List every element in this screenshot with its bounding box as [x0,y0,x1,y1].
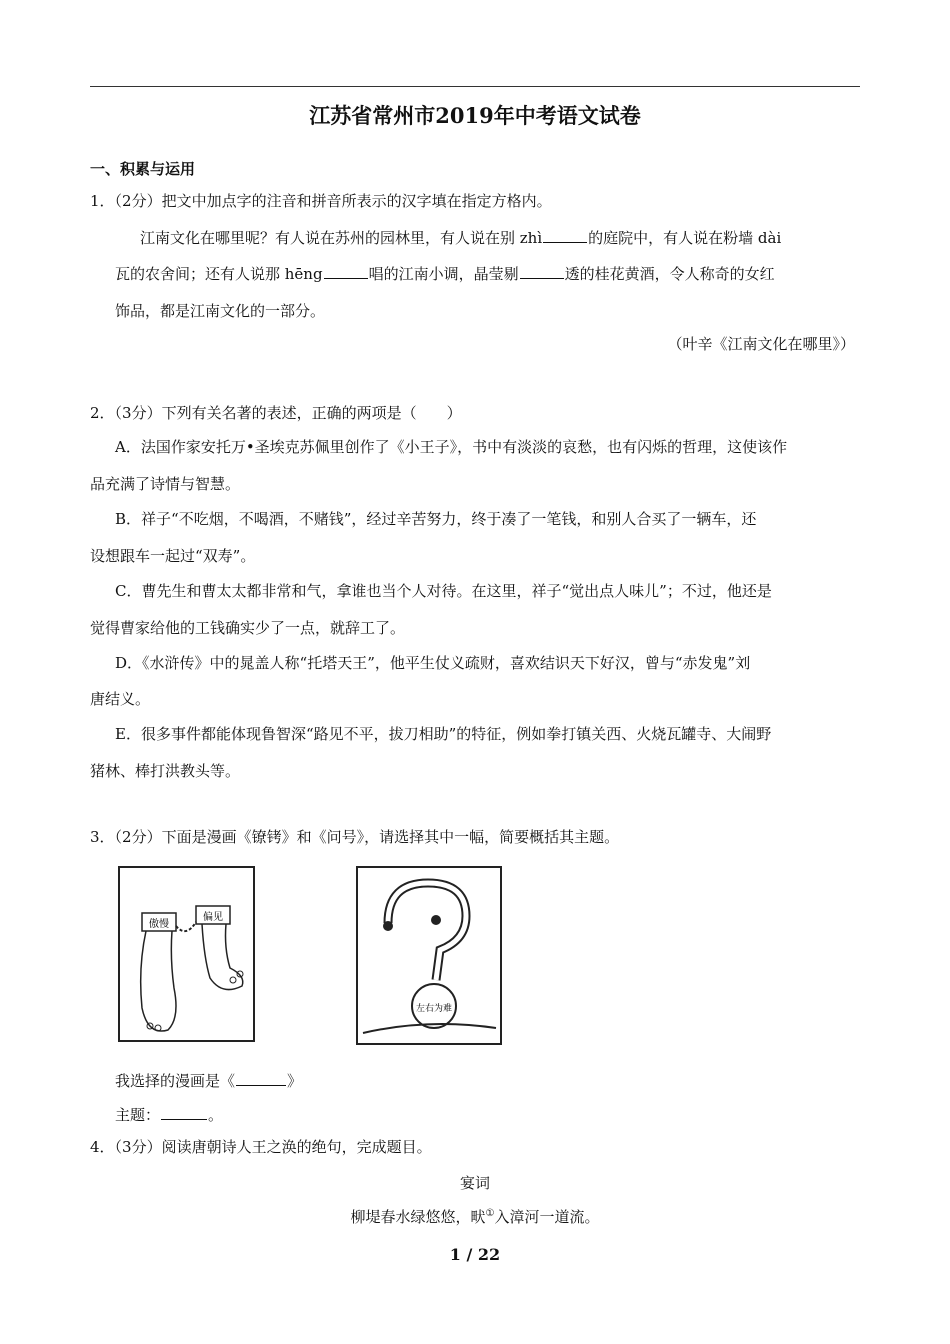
answer-blank[interactable] [236,1071,286,1086]
section-heading: 一、积累与运用 [90,160,196,178]
option-c-line-2: 觉得曹家给他的工钱确实少了一点，就辞工了。 [90,619,406,637]
option-b-line-2: 设想跟车一起过“双寿”。 [90,547,256,565]
cartoon-question-mark [356,866,502,1045]
answer-line-theme: 主题： 。 [115,1106,224,1124]
cartoon-shackles [118,866,255,1042]
question-mark-drawing [358,868,500,1043]
option-d-line-1: D．《水浒传》中的晁盖人称“托塔天王”，他平生仗义疏财，喜欢结识天下好汉，曾与“赤发鬼”刘 [115,654,751,672]
answer-blank[interactable] [520,264,564,279]
tag-arrogance: 傲慢 [149,919,169,930]
option-e-line-1: E．很多事件都能体现鲁智深“路见不平，拔刀相助”的特征，例如拳打镇关西、火烧瓦罐寺、大闹野 [115,725,772,743]
ball-label: 左右为难 [415,1004,453,1014]
page-title: 江苏省常州市2019年中考语文试卷 [309,103,641,128]
question-1-passage-line-3: 饰品，都是江南文化的一部分。 [115,302,326,320]
shackles-drawing [120,868,253,1040]
poem-title: 宴词 [459,1174,490,1192]
question-2-stem: 2．（3分）下列有关名著的表述，正确的两项是（ ） [90,404,462,422]
option-c-line-1: C．曹先生和曹太太都非常和气，拿谁也当个人对待。在这里，祥子“觉出点人味儿”；不过，他还是 [115,582,772,600]
option-a-line-2: 品充满了诗情与智慧。 [90,475,241,493]
footnote-mark: ① [485,1208,495,1219]
answer-blank[interactable] [543,228,587,243]
tag-prejudice: 偏见 [203,912,223,923]
question-3-stem: 3．（2分）下面是漫画《镣铐》和《问号》，请选择其中一幅，简要概括其主题。 [90,828,620,846]
question-1-passage-line-2: 瓦的农舍间；还有人说那 hēng 唱的江南小调，晶莹剔 透的桂花黄酒，令人称奇的女红 [115,265,775,283]
answer-blank[interactable] [161,1105,207,1120]
question-1-stem: 1．（2分）把文中加点字的注音和拼音所表示的汉字填在指定方格内。 [90,192,552,210]
header-rule [90,86,860,87]
option-b-line-1: B．祥子“不吃烟，不喝酒，不赌钱”，经过辛苦努力，终于凑了一笔钱，和别人合买了一辆车，还 [115,510,757,528]
question-1-passage-line-1: 江南文化在哪里呢？有人说在苏州的园林里，有人说在别 zhì 的庭院中，有人说在粉墙 dài [140,229,782,247]
answer-line-cartoon: 我选择的漫画是《 》 [115,1072,303,1090]
option-d-line-2: 唐结义。 [90,690,151,708]
answer-blank[interactable] [324,264,368,279]
page-number: 1 / 22 [449,1245,501,1264]
question-4-stem: 4．（3分）阅读唐朝诗人王之涣的绝句，完成题目。 [90,1138,432,1156]
poem-line-1: 柳堤春水绿悠悠，畎①入漳河一道流。 [350,1208,600,1226]
option-e-line-2: 猪林、棒打洪教头等。 [90,762,241,780]
question-1-source: （叶辛《江南文化在哪里》） [667,335,855,353]
option-a-line-1: A．法国作家安托万•圣埃克苏佩里创作了《小王子》，书中有淡淡的哀愁，也有闪烁的哲理，这使该作 [115,438,788,456]
